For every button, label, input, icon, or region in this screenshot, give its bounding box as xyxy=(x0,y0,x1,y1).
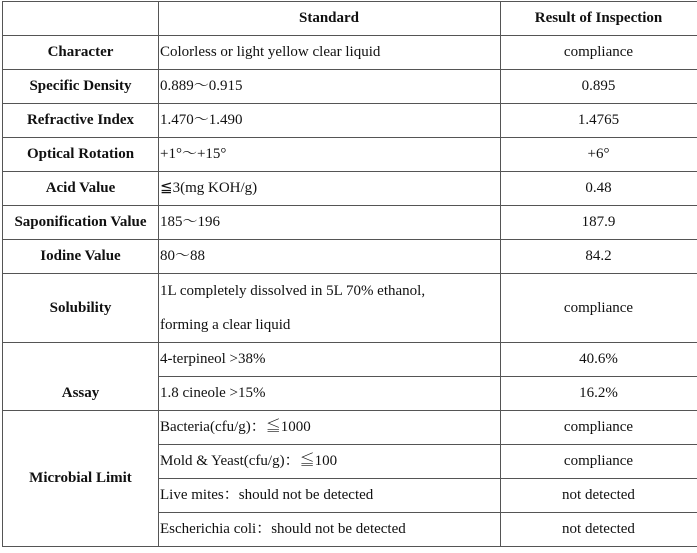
result-cell: not detected xyxy=(501,479,697,513)
result-cell: 40.6% xyxy=(501,343,697,377)
result-cell: not detected xyxy=(501,513,697,547)
item-label: Microbial Limit xyxy=(3,411,159,547)
solubility-row xyxy=(3,274,697,343)
result-cell: compliance xyxy=(501,411,697,445)
table-row xyxy=(3,104,697,138)
standard-line: forming a clear liquid xyxy=(160,317,291,333)
header-standard: Standard xyxy=(159,2,501,36)
standard-cell: 4-terpineol >38% xyxy=(159,343,501,377)
result-cell: 16.2% xyxy=(501,377,697,411)
item-label: Assay xyxy=(3,343,159,411)
standard-cell: Colorless or light yellow clear liquid xyxy=(159,36,501,70)
result-cell: 187.9 xyxy=(501,206,697,240)
result-cell: +6° xyxy=(501,138,697,172)
item-label: Specific Density xyxy=(3,70,159,104)
table-row xyxy=(3,138,697,172)
result-cell: 1.4765 xyxy=(501,104,697,138)
table-row xyxy=(3,206,697,240)
standard-cell: 80～88 xyxy=(159,240,501,274)
header-blank xyxy=(3,2,159,36)
standard-cell: +1°～+15° xyxy=(159,138,501,172)
header-result: Result of Inspection xyxy=(501,2,697,36)
item-label: Optical Rotation xyxy=(3,138,159,172)
header-row xyxy=(3,2,697,36)
standard-cell: Mold & Yeast(cfu/g)：≦100 xyxy=(159,445,501,479)
standard-cell: Escherichia coli：should not be detected xyxy=(159,513,501,547)
table-row xyxy=(3,70,697,104)
item-label: Iodine Value xyxy=(3,240,159,274)
result-cell: compliance xyxy=(501,274,697,343)
inspection-table xyxy=(2,1,697,547)
result-cell: compliance xyxy=(501,445,697,479)
standard-cell: ≦3(mg KOH/g) xyxy=(159,172,501,206)
item-label: Solubility xyxy=(3,274,159,343)
result-cell: 0.48 xyxy=(501,172,697,206)
result-cell: 84.2 xyxy=(501,240,697,274)
standard-cell: 1.8 cineole >15% xyxy=(159,377,501,411)
item-label: Refractive Index xyxy=(3,104,159,138)
assay-row xyxy=(3,343,697,377)
standard-cell: Live mites：should not be detected xyxy=(159,479,501,513)
item-label: Character xyxy=(3,36,159,70)
result-cell: 0.895 xyxy=(501,70,697,104)
standard-cell: 185～196 xyxy=(159,206,501,240)
microbial-row xyxy=(3,411,697,445)
table-row xyxy=(3,172,697,206)
item-label: Saponification Value xyxy=(3,206,159,240)
standard-line: 1L completely dissolved in 5L 70% ethanol, xyxy=(160,283,426,299)
result-cell: compliance xyxy=(501,36,697,70)
table-row xyxy=(3,240,697,274)
standard-cell: 0.889～0.915 xyxy=(159,70,501,104)
standard-cell: 1.470～1.490 xyxy=(159,104,501,138)
item-label: Acid Value xyxy=(3,172,159,206)
standard-cell xyxy=(159,274,501,343)
table-row xyxy=(3,36,697,70)
standard-cell: Bacteria(cfu/g)：≦1000 xyxy=(159,411,501,445)
